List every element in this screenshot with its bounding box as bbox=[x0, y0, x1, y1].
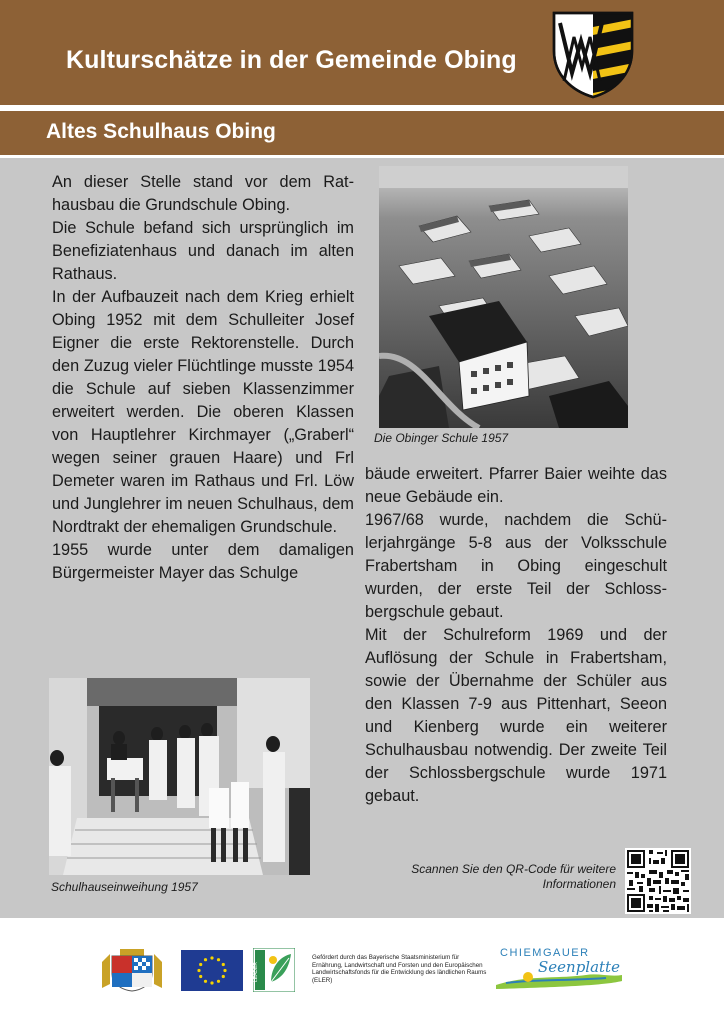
page-heading: Altes Schulhaus Obing bbox=[46, 120, 276, 143]
paragraph: 1955 wurde unter dem damaligen Bürgermeister Mayer das Schulge bbox=[52, 541, 354, 582]
seenplatte-subtitle: Seenplatte bbox=[538, 958, 620, 976]
funding-text: Gefördert durch das Bayerische Staatsministerium für Ernährung, Landwirtschaft und Forsten und den Europäischen Landwirtschaftsfonds für die Entwicklung des ländlichen Raums (ELER) bbox=[312, 954, 487, 984]
right-text-column bbox=[365, 463, 667, 808]
seenplatte-title: CHIEMGAUER bbox=[500, 947, 590, 959]
obing-coat-of-arms-icon bbox=[552, 11, 634, 99]
inauguration-photo bbox=[49, 678, 310, 875]
bavaria-coat-of-arms-icon bbox=[98, 948, 166, 992]
site-title: Kulturschätze in der Gemeinde Obing bbox=[66, 46, 517, 74]
qr-instruction-text: Scannen Sie den QR-Code für weitere Informationen bbox=[411, 862, 616, 891]
paragraph: An dieser Stelle stand vor dem Rathausbau die Grundschule Obing. bbox=[52, 173, 354, 214]
left-text-column bbox=[52, 171, 354, 585]
qr-code-icon[interactable] bbox=[625, 848, 691, 914]
inauguration-photo-caption: Schulhauseinweihung 1957 bbox=[51, 880, 198, 894]
paragraph: bäude erweitert. Pfarrer Baier weihte das neue Gebäude ein. bbox=[365, 465, 667, 506]
aerial-photo-obing-school bbox=[379, 166, 628, 428]
leader-logo-icon bbox=[253, 948, 295, 992]
aerial-photo-caption: Die Obinger Schule 1957 bbox=[374, 431, 509, 445]
leader-label: LEADER bbox=[253, 962, 259, 983]
paragraph: Die Schule befand sich ursprünglich im Benefiziatenhaus und danach im alten Rathaus. bbox=[52, 219, 354, 283]
paragraph: In der Aufbauzeit nach dem Krieg erhielt Obing 1952 mit dem Schulleiter Josef Eigner die erste Rektorenstelle. Durch den Zuzug vieler Flüchtlinge musste 1954 die Schule auf sieben Klassenzimmer erweitert werden. Die oberen Klassen von Hauptlehrer Kirchmayer („Graberl“ wegen seiner grauen Haare) und Frl Demeter waren im Rathaus und Frl. Löw und Junglehrer im neuen Schulhaus, dem Nordtrakt der ehemaligen Grundschule. bbox=[52, 288, 354, 536]
eu-flag-icon bbox=[181, 950, 243, 991]
paragraph: 1967/68 wurde, nachdem die Schülerjahrgänge 5-8 aus der Volksschule Frabertsham in Obing eingeschult wurden, der erste Teil der Schlossbergschule gebaut. bbox=[365, 511, 667, 621]
paragraph: Mit der Schulreform 1969 und der Auflösung der Schule in Frabertsham, sowie der Übernahme der Schüler aus den Klassen 7-9 aus Pittenhart, Seeon und Kienberg wurde ein weiterer Schulhausbau notwendig. Der zweite Teil der Schlossbergschule wurde 1971 gebaut. bbox=[365, 626, 667, 805]
